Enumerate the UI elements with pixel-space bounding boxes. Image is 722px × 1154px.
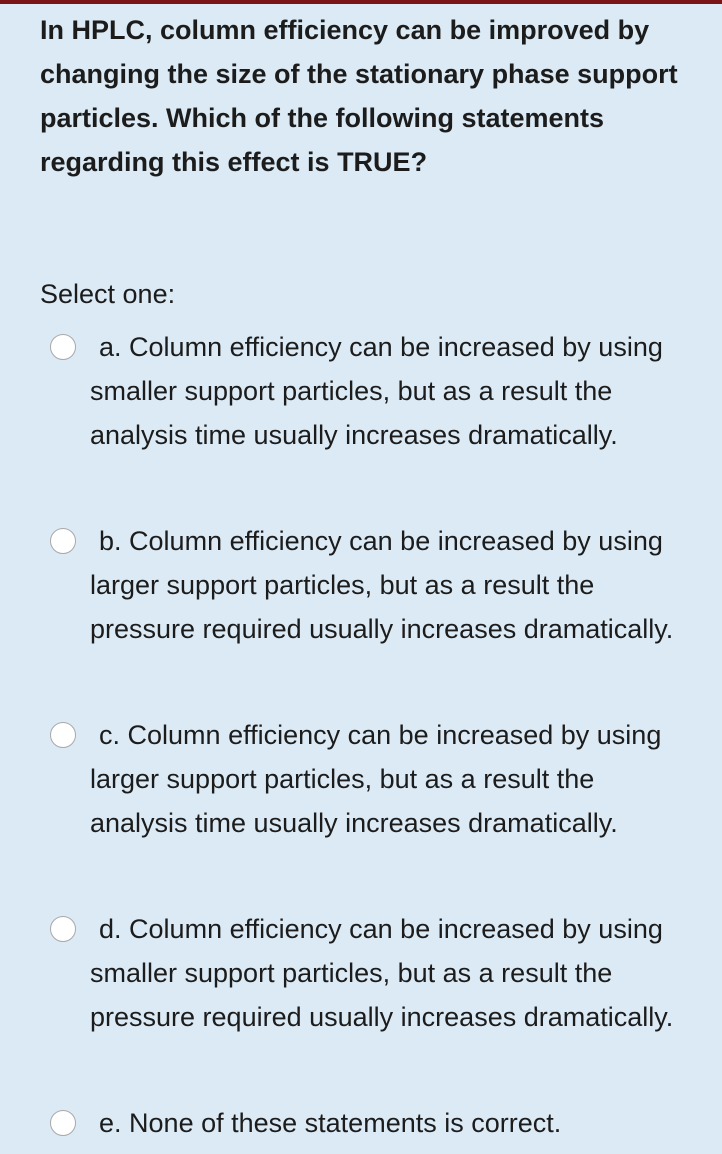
option-d-letter: d. xyxy=(99,914,122,944)
select-one-prompt: Select one: xyxy=(40,279,176,309)
option-e-letter: e. xyxy=(99,1108,122,1138)
option-b-text: Column efficiency can be increased by using larger support particles, but as a result the pressure required usually increases dramatically. xyxy=(90,526,674,644)
option-c-label[interactable] xyxy=(90,713,680,845)
radio-button-a[interactable] xyxy=(50,334,76,360)
radio-button-b[interactable] xyxy=(50,528,76,554)
radio-button-e[interactable] xyxy=(50,1110,76,1136)
option-d-label[interactable] xyxy=(90,907,680,1039)
option-e-text: None of these statements is correct. xyxy=(129,1108,562,1138)
option-a-text: Column efficiency can be increased by using smaller support particles, but as a result the analysis time usually increases dramatically. xyxy=(90,332,663,450)
question-text: In HPLC, column efficiency can be improved by changing the size of the stationary phase support particles. Which of the following statements regarding this effect is TRUE? xyxy=(40,15,678,177)
top-rule xyxy=(0,0,722,4)
radio-button-d[interactable] xyxy=(50,916,76,942)
option-c-text: Column efficiency can be increased by using larger support particles, but as a result the analysis time usually increases dramatically. xyxy=(90,720,662,838)
option-e-label[interactable] xyxy=(90,1101,680,1145)
radio-button-c[interactable] xyxy=(50,722,76,748)
option-a-letter: a. xyxy=(99,332,122,362)
option-c-letter: c. xyxy=(99,720,121,750)
option-a-label[interactable] xyxy=(90,325,680,457)
option-b-letter: b. xyxy=(99,526,122,556)
option-b-label[interactable] xyxy=(90,519,680,651)
option-d-text: Column efficiency can be increased by using smaller support particles, but as a result the pressure required usually increases dramatically. xyxy=(90,914,674,1032)
